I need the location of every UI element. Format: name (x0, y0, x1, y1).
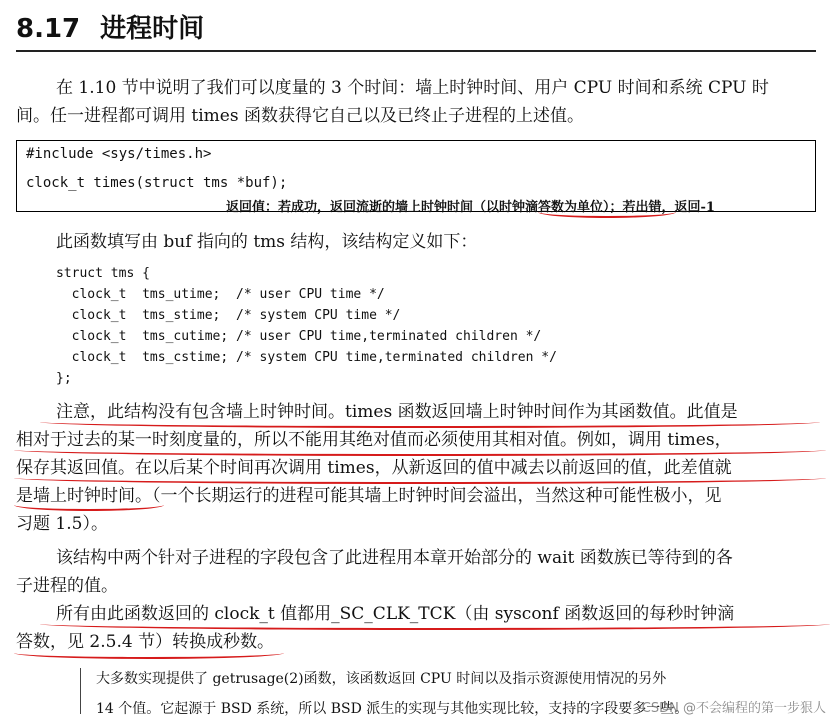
note-margin-bar (80, 668, 81, 714)
side-note-line-2: 14 个值。它起源于 BSD 系统，所以 BSD 派生的实现与其他实现比较，支持的字段要多一些。 (96, 701, 689, 717)
units-line-2: 答数，见 2.5.4 节）转换成秒数。 (16, 632, 275, 652)
struct-description: 此函数填写由 buf 指向的 tms 结构，该结构定义如下： (56, 232, 478, 252)
children-line-2: 子进程的值。 (16, 576, 118, 596)
section-number: 8.17 (16, 14, 81, 44)
code-line: clock_t tms_cutime; /* user CPU time,terminated children */ (56, 329, 542, 344)
return-value-text: 返回值：若成功，返回流逝的墙上时钟时间（以时钟滴答数为单位）；若出错，返回-1 (226, 200, 715, 215)
note-line-3: 保存其返回值。在以后某个时间再次调用 times，从新返回的值中减去以前返回的值，此差值就 (16, 458, 732, 478)
note-line-2: 相对于过去的某一时刻度量的，所以不能用其绝对值而必须使用其相对值。例如，调用 times， (16, 430, 732, 450)
section-heading (16, 8, 204, 45)
side-note-line-1: 大多数实现提供了 getrusage(2)函数，该函数返回 CPU 时间以及指示资源使用情况的另外 (96, 671, 667, 687)
include-line: #include <sys/times.h> (26, 146, 212, 162)
heading-rule (16, 50, 816, 52)
note-line-4: 是墙上时钟时间。（一个长期运行的进程可能其墙上时钟时间会溢出，当然这种可能性极小，见 (16, 486, 722, 506)
code-line: }; (56, 371, 72, 386)
csdn-watermark: CSDN @不会编程的第一步狠人 (641, 701, 826, 716)
section-title: 进程时间 (100, 14, 205, 44)
intro-line-1: 在 1.10 节中说明了我们可以度量的 3 个时间：墙上时钟时间、用户 CPU 时间和系统 CPU 时 (56, 78, 769, 98)
units-line-1: 所有由此函数返回的 clock_t 值都用_SC_CLK_TCK（由 sysconf 函数返回的每秒时钟滴 (56, 604, 735, 624)
intro-line-2: 间。任一进程都可调用 times 函数获得它自己以及已终止子进程的上述值。 (16, 106, 584, 126)
code-line: clock_t tms_stime; /* system CPU time */ (56, 308, 401, 323)
note-line-5: 习题 1.5）。 (16, 514, 108, 534)
underline-units-2 (14, 648, 284, 659)
code-line: struct tms { (56, 266, 150, 281)
code-line: clock_t tms_cstime; /* system CPU time,terminated children */ (56, 350, 557, 365)
code-line: clock_t tms_utime; /* user CPU time */ (56, 287, 385, 302)
struct-code (56, 263, 557, 389)
function-signature: clock_t times(struct tms *buf); (26, 175, 288, 191)
underline-return-unit (538, 210, 676, 218)
note-line-1: 注意，此结构没有包含墙上时钟时间。times 函数返回墙上时钟时间作为其函数值。此值是 (56, 402, 738, 422)
children-line-1: 该结构中两个针对子进程的字段包含了此进程用本章开始部分的 wait 函数族已等待到的各 (56, 548, 733, 568)
